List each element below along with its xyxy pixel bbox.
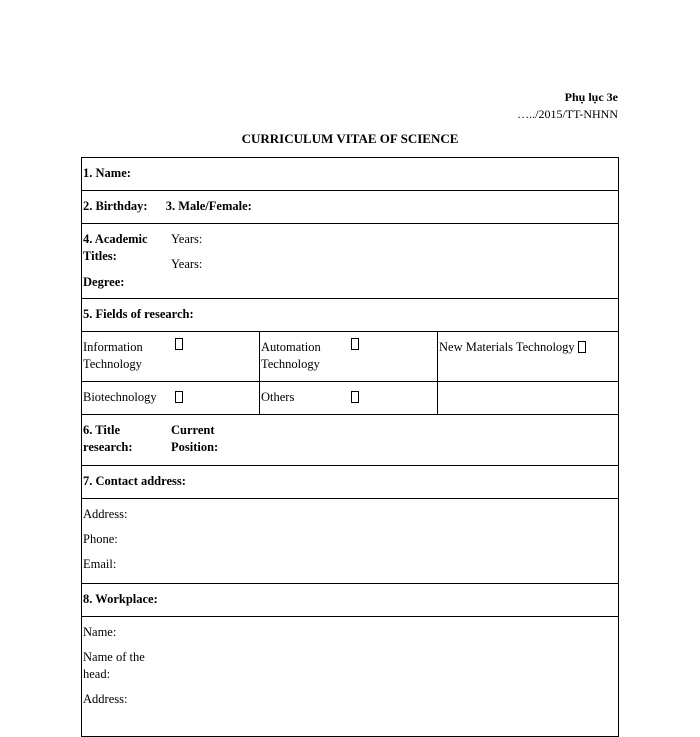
empty-cell (438, 382, 619, 415)
degree-years-label: Years: (171, 257, 203, 271)
title-research-label: 6. Title research: (83, 423, 133, 454)
field-option-label: Biotechnology (83, 390, 157, 404)
gender-label: 3. Male/Female: (165, 199, 252, 213)
field-option[interactable] (260, 382, 438, 415)
contact-address-label: Address: (83, 507, 128, 521)
fields-row-1 (82, 332, 619, 382)
contact-cell[interactable] (82, 499, 619, 584)
field-option-label: Automation Technology (261, 340, 321, 371)
field-option[interactable] (438, 332, 619, 382)
workplace-cell[interactable] (82, 617, 619, 737)
checkbox-icon[interactable] (578, 341, 586, 353)
academic-titles-label: 4. Academic Titles: (83, 232, 148, 263)
checkbox-icon[interactable] (175, 391, 183, 403)
name-label[interactable]: 1. Name: (82, 158, 619, 191)
field-option[interactable] (82, 382, 260, 415)
field-option[interactable] (260, 332, 438, 382)
titles-years-label: Years: (171, 232, 203, 246)
field-option-label: New Materials Technology (439, 340, 575, 354)
birthday-gender-cell[interactable] (82, 191, 619, 224)
document-title: CURRICULUM VITAE OF SCIENCE (241, 131, 459, 146)
current-position-label: Current Position: (171, 423, 219, 454)
degree-label: Degree: (83, 275, 125, 289)
contact-phone-label: Phone: (83, 532, 118, 546)
workplace-row (82, 617, 619, 737)
position-row (82, 415, 619, 466)
appendix-code: …../2015/TT-NHNN (517, 107, 618, 121)
workplace-header-row (82, 584, 619, 617)
field-option[interactable] (82, 332, 260, 382)
name-row (82, 158, 619, 191)
workplace-label: 8. Workplace: (82, 584, 619, 617)
workplace-address-label: Address: (83, 692, 128, 706)
checkbox-icon[interactable] (351, 338, 359, 350)
checkbox-icon[interactable] (351, 391, 359, 403)
contact-label: 7. Contact address: (82, 466, 619, 499)
birthday-row (82, 191, 619, 224)
workplace-name-label: Name: (83, 625, 117, 639)
fields-label: 5. Fields of research: (82, 299, 619, 332)
contact-row (82, 499, 619, 584)
field-option-label: Others (261, 390, 295, 404)
contact-email-label: Email: (83, 557, 117, 571)
fields-row-2 (82, 382, 619, 415)
academic-cell[interactable] (82, 224, 619, 299)
fields-header-row (82, 299, 619, 332)
cv-form (81, 157, 619, 737)
checkbox-icon[interactable] (175, 338, 183, 350)
academic-row (82, 224, 619, 299)
birthday-label: 2. Birthday: (83, 199, 148, 213)
contact-header-row (82, 466, 619, 499)
workplace-head-label: Name of the head: (83, 650, 145, 681)
position-cell[interactable] (82, 415, 619, 466)
appendix-title: Phụ lục 3e (564, 90, 618, 104)
field-option-label: Information Technology (83, 340, 143, 371)
